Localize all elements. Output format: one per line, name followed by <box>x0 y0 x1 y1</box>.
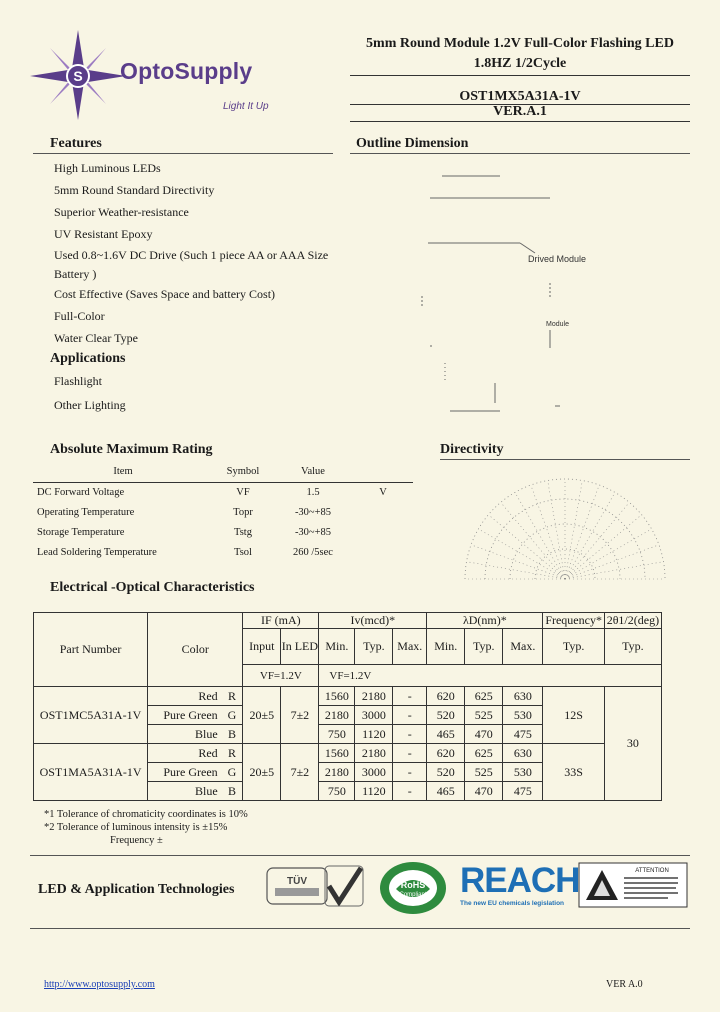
feature-item: Used 0.8~1.6V DC Drive (Such 1 piece AA or AAA Size <box>54 248 329 262</box>
grid-ray <box>515 492 565 579</box>
cell-frequency: 12S <box>543 687 604 744</box>
cell-wd-min: 620 <box>427 687 465 706</box>
outline-heading: Outline Dimension <box>356 136 469 151</box>
cell-iv-min: 1560 <box>319 687 355 706</box>
grid-ray <box>565 515 642 579</box>
cell-color: Red <box>148 744 222 763</box>
cell-color-code: B <box>222 725 243 744</box>
cell-color: Blue <box>148 782 222 801</box>
cell-iv-max: - <box>393 687 427 706</box>
cell-value: -30~+85 <box>294 506 332 518</box>
cell-iv-typ: 2180 <box>355 687 393 706</box>
table-header-row <box>33 462 413 482</box>
label-drived-module: Drived Module <box>528 254 587 264</box>
star-logo-icon <box>30 30 126 120</box>
cell-wd-min: 465 <box>427 782 465 801</box>
eo-table <box>33 612 662 801</box>
features-heading: Features <box>50 136 102 151</box>
cell-iv-max: - <box>393 725 427 744</box>
cell-wd-max: 530 <box>503 763 543 782</box>
application-item: Flashlight <box>54 374 103 388</box>
grid-ray <box>548 481 565 579</box>
cell-item: Lead Soldering Temperature <box>37 546 157 558</box>
directivity-diagram <box>440 475 690 585</box>
header-divider <box>350 75 690 76</box>
cell-part-number: OST1MC5A31A-1V <box>34 687 148 744</box>
cell-iv-min: 2180 <box>319 706 355 725</box>
cell-wd-max: 475 <box>503 725 543 744</box>
cell-color: Blue <box>148 725 222 744</box>
header-freq-typ: Typ. <box>543 629 604 665</box>
rohs-text: RoHS <box>400 880 426 890</box>
outline-drawing <box>350 158 690 418</box>
brand-name: OptoSupply <box>120 58 253 84</box>
applications-heading: Applications <box>50 351 126 366</box>
header-frequency: Frequency* <box>543 613 604 629</box>
header-item: Item <box>33 462 213 482</box>
cell-iv-typ: 3000 <box>355 763 393 782</box>
cell-wd-typ: 625 <box>465 744 503 763</box>
cell-wd-max: 530 <box>503 706 543 725</box>
directivity-grid <box>465 479 665 579</box>
header-divider <box>350 121 690 122</box>
cell-wd-min: 520 <box>427 763 465 782</box>
header-iv-typ: Typ. <box>355 629 393 665</box>
title-line-1: 5mm Round Module 1.2V Full-Color Flashing LED <box>366 36 674 51</box>
cell-symbol: Tsol <box>234 546 252 558</box>
cell-value: 260 /5sec <box>293 546 333 558</box>
note-chromaticity: *1 Tolerance of chromaticity coordinates is 10% <box>44 809 248 820</box>
header-wd-max: Max. <box>503 629 543 665</box>
cell-color: Red <box>148 687 222 706</box>
cell-iv-min: 750 <box>319 782 355 801</box>
cell-wd-min: 465 <box>427 725 465 744</box>
header-in-led: In LED <box>281 629 319 665</box>
cell-color: Pure Green <box>148 706 222 725</box>
section-underline <box>440 459 690 460</box>
cell-color-code: G <box>222 763 243 782</box>
cell-wd-max: 630 <box>503 687 543 706</box>
cell-color-code: R <box>222 744 243 763</box>
cell-if-in-led: 7±2 <box>281 687 319 744</box>
esd-attention-label <box>578 862 688 908</box>
svg-text:S: S <box>73 68 83 84</box>
model-number: OST1MX5A31A-1V <box>459 89 581 104</box>
cell-wd-max: 475 <box>503 782 543 801</box>
cell-if-in-led: 7±2 <box>281 744 319 801</box>
cell-iv-max: - <box>393 763 427 782</box>
condition-if: VF=1.2V <box>243 665 319 687</box>
feature-item: Battery ) <box>54 267 97 281</box>
cell-color-code: R <box>222 687 243 706</box>
header-part-number: Part Number <box>34 613 148 687</box>
abs-max-table <box>33 462 413 562</box>
section-underline <box>350 153 690 154</box>
cell-if-input: 20±5 <box>243 744 281 801</box>
label-module: Module <box>546 321 569 328</box>
attention-text: ATTENTION <box>635 868 669 874</box>
cell-if-input: 20±5 <box>243 687 281 744</box>
grid-ray <box>488 515 565 579</box>
feature-item: High Luminous LEDs <box>54 161 161 175</box>
cell-iv-min: 2180 <box>319 763 355 782</box>
cell-item: Operating Temperature <box>37 506 135 518</box>
feature-item: Cost Effective (Saves Space and battery Cost) <box>54 287 276 301</box>
cell-iv-max: - <box>393 706 427 725</box>
grid-ray <box>471 545 565 579</box>
cell-color-code: G <box>222 706 243 725</box>
footer-divider <box>30 855 690 856</box>
tuv-text: TÜV <box>287 876 307 887</box>
cell-unit <box>353 502 413 522</box>
table-row <box>33 522 413 542</box>
grid-ray <box>478 529 565 579</box>
header-value: Value <box>273 462 353 482</box>
grid-ray <box>565 562 663 579</box>
brand-tagline: Light It Up <box>223 101 269 112</box>
feature-item: Superior Weather-resistance <box>54 205 189 219</box>
table-header-row <box>34 613 662 629</box>
header-color: Color <box>148 613 243 687</box>
header-wd: λD(nm)* <box>427 613 543 629</box>
table-row <box>34 687 662 706</box>
cell-wd-typ: 470 <box>465 782 503 801</box>
reach-subtext: The new EU chemicals legislation <box>460 900 565 907</box>
cell-value: -30~+85 <box>294 526 332 538</box>
cell-wd-min: 620 <box>427 744 465 763</box>
grid-ray <box>565 529 652 579</box>
grid-ray <box>565 545 659 579</box>
title-line-2: 1.8HZ 1/2Cycle <box>473 56 567 71</box>
grid-ray <box>565 492 615 579</box>
cell-wd-typ: 625 <box>465 687 503 706</box>
header-input: Input <box>243 629 281 665</box>
cell-unit: V <box>379 486 387 498</box>
feature-item: 5mm Round Standard Directivity <box>54 183 215 197</box>
grid-ray <box>565 481 582 579</box>
footer-version: VER A.0 <box>606 979 643 990</box>
cell-value: 1.5 <box>306 486 320 498</box>
cell-iv-min: 1560 <box>319 744 355 763</box>
cell-iv-typ: 3000 <box>355 706 393 725</box>
cell-iv-max: - <box>393 782 427 801</box>
reach-text: REACH <box>460 861 580 900</box>
rohs-cert-logo <box>378 861 448 915</box>
feature-item: Full-Color <box>54 309 105 323</box>
footer-divider <box>30 928 690 929</box>
cell-wd-typ: 525 <box>465 706 503 725</box>
cell-wd-typ: 525 <box>465 763 503 782</box>
header-if: IF (mA) <box>243 613 319 629</box>
eo-heading: Electrical -Optical Characteristics <box>50 580 255 595</box>
feature-item: UV Resistant Epoxy <box>54 227 153 241</box>
cell-item: Storage Temperature <box>37 526 125 538</box>
cell-symbol: Tstg <box>234 526 252 538</box>
product-title <box>350 34 690 74</box>
footer-title: LED & Application Technologies <box>38 882 235 897</box>
table-row <box>33 502 413 522</box>
note-frequency: Frequency ± <box>110 835 163 846</box>
note-luminous: *2 Tolerance of luminous intensity is ±15% <box>44 822 228 833</box>
cell-wd-min: 520 <box>427 706 465 725</box>
header-iv: Iv(mcd)* <box>319 613 427 629</box>
tuv-cert-logo <box>265 862 365 910</box>
website-link[interactable]: http://www.optosupply.com <box>44 979 155 990</box>
table-row <box>34 744 662 763</box>
rohs-subtext: Compliant <box>399 892 427 898</box>
table-row <box>33 482 413 502</box>
abs-max-heading: Absolute Maximum Rating <box>50 442 213 457</box>
header-symbol: Symbol <box>213 462 273 482</box>
checkmark-icon <box>329 868 361 902</box>
grid-ray <box>467 562 565 579</box>
cell-iv-typ: 2180 <box>355 744 393 763</box>
cell-color-code: B <box>222 782 243 801</box>
feature-item: Water Clear Type <box>54 331 138 345</box>
header-angle-typ: Typ. <box>604 629 661 665</box>
section-underline <box>33 153 333 154</box>
header-iv-max: Max. <box>393 629 427 665</box>
table-row <box>33 542 413 562</box>
cell-view-angle: 30 <box>604 687 661 801</box>
application-item: Other Lighting <box>54 398 126 412</box>
grid-ray <box>501 502 565 579</box>
cell-wd-typ: 470 <box>465 725 503 744</box>
reach-cert-logo <box>460 861 580 910</box>
cell-unit <box>353 542 413 562</box>
cell-iv-typ: 1120 <box>355 782 393 801</box>
cell-part-number: OST1MA5A31A-1V <box>34 744 148 801</box>
cell-unit <box>353 522 413 542</box>
cell-iv-max: - <box>393 744 427 763</box>
cell-wd-max: 630 <box>503 744 543 763</box>
version-label: VER.A.1 <box>493 104 547 119</box>
header-wd-min: Min. <box>427 629 465 665</box>
cell-iv-min: 750 <box>319 725 355 744</box>
grid-ray <box>565 502 629 579</box>
header-angle: 2θ1/2(deg) <box>604 613 661 629</box>
cell-symbol: Topr <box>233 506 253 518</box>
header-iv-min: Min. <box>319 629 355 665</box>
condition-vf: VF=1.2V <box>319 665 662 687</box>
cell-color: Pure Green <box>148 763 222 782</box>
directivity-heading: Directivity <box>440 442 504 457</box>
cell-item: DC Forward Voltage <box>37 486 125 498</box>
header-wd-typ: Typ. <box>465 629 503 665</box>
cell-symbol: VF <box>236 486 250 498</box>
cell-iv-typ: 1120 <box>355 725 393 744</box>
cell-frequency: 33S <box>543 744 604 801</box>
